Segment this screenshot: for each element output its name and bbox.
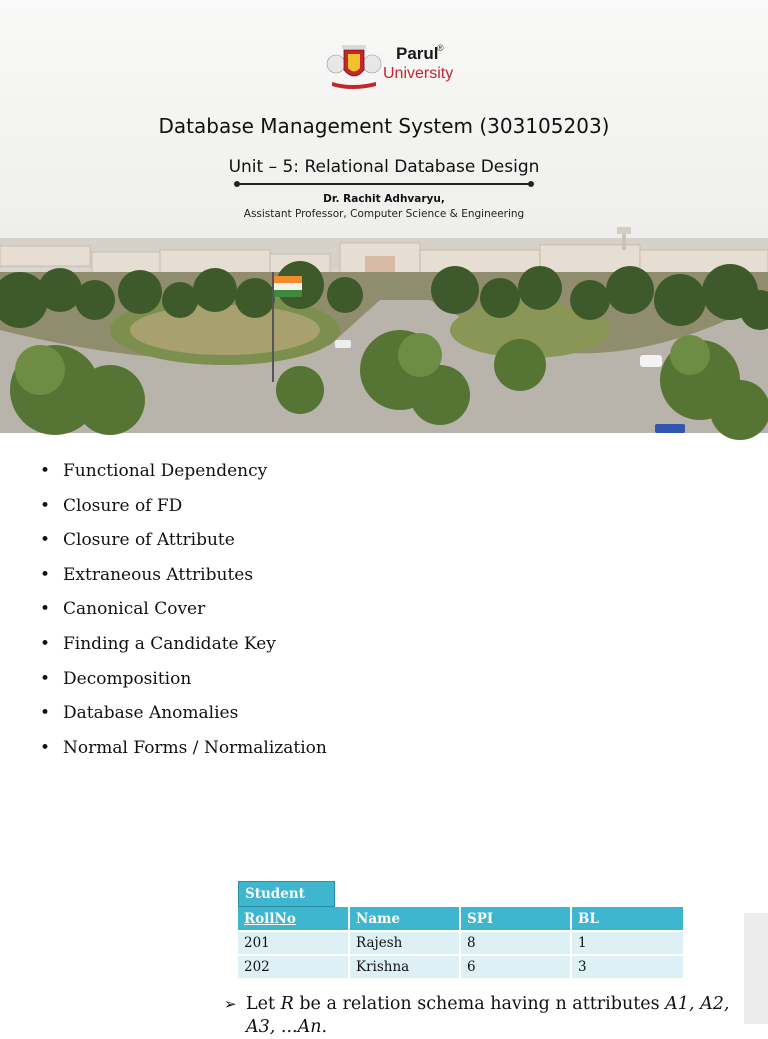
student-table [238, 907, 685, 980]
logo-subtitle: University [383, 65, 454, 82]
table-cell: Rajesh [349, 931, 460, 955]
table-row [238, 955, 684, 979]
table-cell: 201 [238, 931, 349, 955]
relation-definition [224, 993, 744, 1037]
list-item: • Functional Dependency [40, 460, 327, 495]
author-position: Assistant Professor, Computer Science & Engineering [243, 208, 525, 220]
arrow-bullet-icon: ➢ [224, 995, 237, 1013]
relation-description: be a relation schema having n attributes [299, 994, 660, 1014]
column-header-name: Name [349, 907, 460, 931]
relation-attributes-continued: A3, ...An. [246, 1017, 328, 1037]
author-name: Dr. Rachit Adhvaryu, [323, 193, 445, 205]
list-item: • Decomposition [40, 668, 327, 703]
list-item: • Canonical Cover [40, 598, 327, 633]
column-header-rollno: RollNo [238, 907, 349, 931]
relation-attributes: A1, A2, [665, 994, 730, 1014]
column-header-spi: SPI [460, 907, 571, 931]
table-cell: 1 [571, 931, 684, 955]
list-item: • Normal Forms / Normalization [40, 737, 327, 772]
list-item: • Finding a Candidate Key [40, 633, 327, 668]
relation-prefix: Let [246, 994, 276, 1014]
table-caption: Student [238, 881, 335, 907]
logo-wordmark: Parul [396, 44, 439, 63]
table-cell: 6 [460, 955, 571, 979]
table-cell: Krishna [349, 955, 460, 979]
unit-title: Unit – 5: Relational Database Design [228, 157, 540, 177]
relation-symbol: R [280, 994, 294, 1014]
list-item: • Closure of Attribute [40, 529, 327, 564]
divider-dot-left [234, 181, 240, 187]
divider-dot-right [528, 181, 534, 187]
title-divider [237, 183, 531, 185]
table-header-row [238, 907, 684, 931]
registered-mark: ® [437, 43, 444, 53]
list-item: • Closure of FD [40, 495, 327, 530]
title-slide [0, 0, 768, 433]
list-item: • Database Anomalies [40, 702, 327, 737]
topic-list [40, 460, 327, 771]
table-cell: 8 [460, 931, 571, 955]
slide-edge-strip [744, 913, 768, 1024]
table-cell: 202 [238, 955, 349, 979]
list-item: • Extraneous Attributes [40, 564, 327, 599]
table-cell: 3 [571, 955, 684, 979]
table-row [238, 931, 684, 955]
course-title: Database Management System (303105203) [158, 114, 610, 138]
column-header-bl: BL [571, 907, 684, 931]
